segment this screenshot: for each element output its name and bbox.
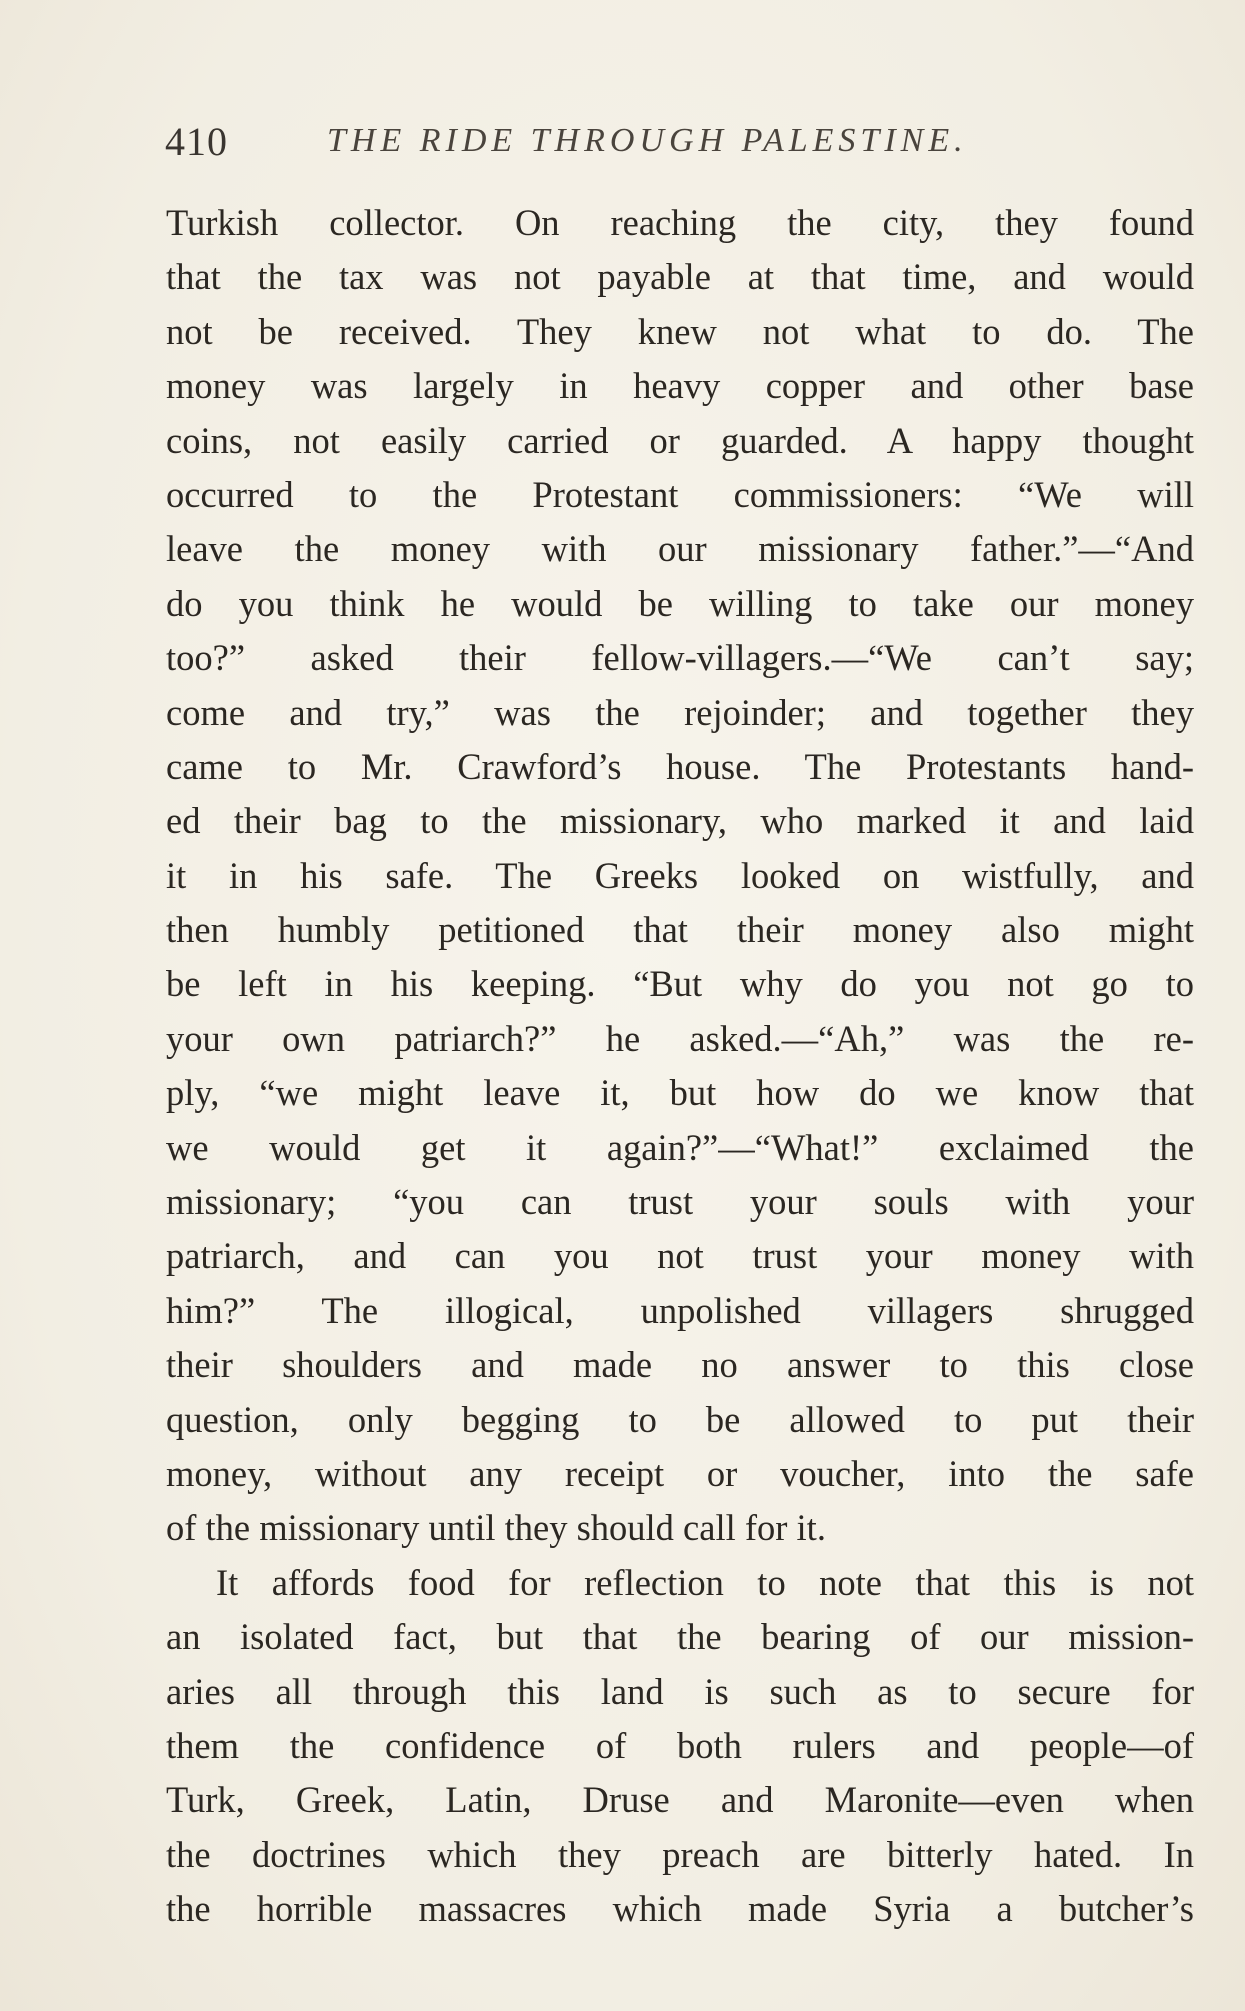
running-head: THE RIDE THROUGH PALESTINE. [327, 122, 968, 159]
paragraph-start-line: It affords food for reflection to note that this is not [216, 1561, 1194, 1603]
text-line: the horrible massacres which made Syria a butcher’s [166, 1888, 1194, 1930]
text-line: question, only begging to be allowed to put their [166, 1398, 1194, 1440]
text-line: ed their bag to the missionary, who marked it and laid [166, 800, 1194, 842]
text-line: then humbly petitioned that their money also might [166, 909, 1194, 951]
text-line: him?” The illogical, unpolished villagers shrugged [166, 1289, 1194, 1331]
text-line: their shoulders and made no answer to this close [166, 1344, 1194, 1386]
page-header [165, 118, 1025, 168]
text-line: not be received. They knew not what to do. The [166, 310, 1194, 352]
text-line: we would get it again?”—“What!” exclaimed the [166, 1126, 1194, 1168]
text-line: money was largely in heavy copper and other base [166, 365, 1194, 407]
text-line: too?” asked their fellow-villagers.—“We can’t say; [166, 637, 1194, 679]
text-line: Turkish collector. On reaching the city, they found [166, 202, 1194, 243]
text-line: money, without any receipt or voucher, into the safe [166, 1452, 1194, 1494]
text-line: that the tax was not payable at that time, and would [166, 256, 1194, 298]
text-line: came to Mr. Crawford’s house. The Protestants hand- [166, 745, 1194, 787]
text-line: come and try,” was the rejoinder; and together they [166, 691, 1194, 733]
text-line: coins, not easily carried or guarded. A happy thought [166, 419, 1194, 461]
text-line: your own patriarch?” he asked.—“Ah,” was the re- [166, 1017, 1194, 1059]
text-line: the doctrines which they preach are bitterly hated. In [166, 1833, 1194, 1875]
text-line: occurred to the Protestant commissioners: “We will [166, 473, 1194, 515]
text-line: it in his safe. The Greeks looked on wistfully, and [166, 854, 1194, 896]
text-line: missionary; “you can trust your souls with your [166, 1181, 1194, 1223]
page-number: 410 [165, 119, 228, 164]
paragraph-end-line: of the missionary until they should call for it. [166, 1507, 826, 1549]
text-line: leave the money with our missionary father.”—“And [166, 528, 1194, 570]
text-line: Turk, Greek, Latin, Druse and Maronite—even when [166, 1779, 1194, 1821]
text-line: them the confidence of both rulers and people—of [166, 1724, 1194, 1766]
text-line: be left in his keeping. “But why do you not go to [166, 963, 1194, 1005]
text-line: aries all through this land is such as to secure for [166, 1670, 1194, 1712]
text-line: ply, “we might leave it, but how do we know that [166, 1072, 1194, 1114]
text-line: do you think he would be willing to take our money [166, 582, 1194, 624]
text-line: patriarch, and can you not trust your money with [166, 1235, 1194, 1277]
text-line: an isolated fact, but that the bearing of our mission- [166, 1616, 1194, 1658]
body-text [166, 196, 1194, 1937]
